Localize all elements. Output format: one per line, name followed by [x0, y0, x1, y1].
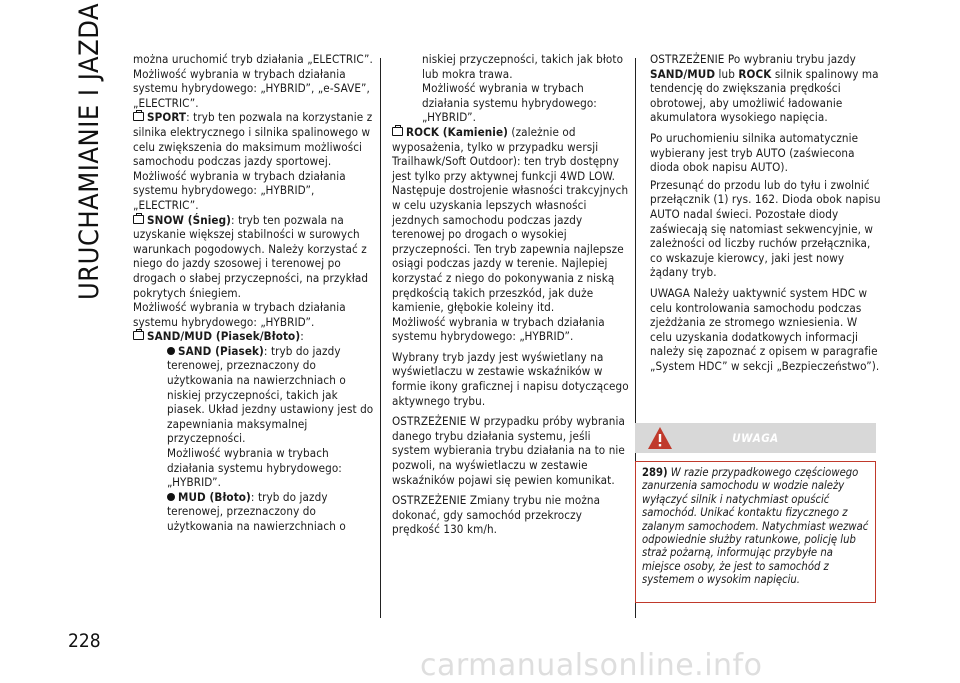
section-title: URUCHAMIANIE I JAZDA [74, 2, 105, 300]
paragraph: można uruchomić tryb działania „ELECTRIC”. [133, 52, 373, 66]
warning-header [635, 423, 876, 453]
warning-number: 289) [642, 466, 668, 479]
car-mode-icon [133, 331, 144, 340]
paragraph: Po uruchomieniu silnika automatycznie wybierany jest tryb AUTO (zaświecona dioda obok napisu AUTO). [650, 130, 859, 175]
column-divider [380, 58, 381, 618]
mode-label: ROCK (Kamienie) [406, 124, 509, 139]
car-mode-icon [392, 127, 403, 136]
bullet-icon [167, 347, 175, 355]
column-1 [133, 52, 378, 534]
paragraph: OSTRZEŻENIE Po wybraniu trybu jazdy SAND/MUD lub ROCK silnik spalinowy ma tendencję do zwiększania prędkości obrotowej, aby umożliwić ładowanie akumulatora wysokiego napięcia. [650, 52, 879, 125]
paragraph: Możliwość wybrania w trybach działania systemu hybrydowego: „HYBRID”. [133, 300, 346, 329]
bullet-icon [167, 493, 175, 501]
mode-snow: SNOW (Śnieg): tryb ten pozwala na uzyskanie większej stabilności w surowych warunkach pogodowych. Należy korzystać z niego do jazdy szosowej i terenowej po drogach o słabej przyczepności, na przykład pokrytych śniegiem. [133, 212, 369, 300]
watermark: carmanualsonline.info [420, 648, 763, 683]
mode-sport: SPORT: tryb ten pozwala na korzystanie z silnika elektrycznego i silnika spalinowego w celu zwiększenia do maksimum możliwości samochodu podczas jazdy sportowej. [133, 110, 373, 169]
warning-title: UWAGA [732, 431, 779, 445]
paragraph: Możliwość wybrania w trybach działania systemu hybrydowego: „HYBRID”, „e-SAVE”, „ELECTRIC”. [133, 66, 370, 110]
submode-sand: SAND (Piasek): tryb do jazdy terenowej, przeznaczony do użytkowania na nawierzchniach o niskiej przyczepności, takich jak piasek. Układ jezdny ustawiony jest do zapewniania maksymalnej przyczepności. [167, 343, 374, 446]
paragraph: Wybrany tryb jazdy jest wyświetlany na wyświetlaczu w zestawie wskaźników w formie ikony graficznej i napisu dotyczącego aktywnego trybu. [392, 349, 629, 408]
paragraph: UWAGA Należy uaktywnić system HDC w celu kontrolowania samochodu podczas zjeżdżania ze stromego wzniesienia. W celu uzyskania dodatkowych informacji należy się zapoznać z opisem w paragrafie „System HDC” w sekcji „Bezpieczeństwo”). [650, 285, 880, 373]
mud-continuation [392, 52, 630, 125]
paragraph: Możliwość wybrania w trybach działania systemu hybrydowego: „HYBRID”, „ELECTRIC”. [133, 168, 346, 212]
mode-label: SNOW (Śnieg) [147, 212, 232, 227]
column-3 [650, 52, 882, 373]
warning-text: W razie przypadkowego częściowego zanurzenia samochodu w wodzie należy wyłączyć silnik i natychmiast opuścić samochód. Unikać kontaktu fizycznego z zalanym samochodem. Natychmiast wezwać odpowiednie służby ratunkowe, policję lub straż pożarną, informując przybyłe na miejsce osoby, że jest to samochód z systemem o wysokim napięciu. [642, 466, 869, 587]
submode-label: MUD (Błoto) [178, 489, 251, 504]
car-mode-icon [133, 215, 144, 224]
paragraph: OSTRZEŻENIE W przypadku próby wybrania danego trybu działania systemu, jeśli system wybierania trybu działania na to nie pozwoli, na wyświetlaczu w zestawie wskaźników pojawi się pewien komunikat. [392, 414, 625, 487]
paragraph: OSTRZEŻENIE Zmiany trybu nie można dokonać, gdy samochód przekroczy prędkość 130 km/h. [392, 493, 601, 537]
column-2 [392, 52, 630, 537]
paragraph: niskiej przyczepności, takich jak błoto lub mokra trawa. [422, 52, 624, 81]
paragraph: Możliwość wybrania w trybach działania systemu hybrydowego: „HYBRID”. [392, 314, 605, 344]
submode-mud: MUD (Błoto): tryb do jazdy terenowej, przeznaczony do użytkowania na nawierzchniach o [167, 489, 346, 533]
paragraph: Przesunąć do przodu lub do tyłu i zwolnić przełącznik (1) rys. 162. Dioda obok napisu AUTO nadal świeci. Pozostałe diody zaświecają się natomiast sekwencyjnie, w zależności od liczby ruchów przełącznika, co wskazuje kierowcy, jaki jest nowy żądany tryb. [650, 177, 881, 280]
page-number: 228 [68, 630, 101, 652]
car-mode-icon [133, 112, 144, 121]
warning-box [635, 461, 876, 603]
mode-label: SAND/MUD (Piasek/Błoto) [147, 329, 301, 344]
mode-rock: ROCK (Kamienie) (zależnie od wyposażenia, tylko w przypadku wersji Trailhawk/Soft Outdoor): ten tryb dostępny jest tylko przy aktywnej funkcji 4WD LOW. Następuje dostrojenie własności trakcyjnych w celu uzyskania lepszych własności jezdnych samochodu podczas jazdy terenowej po drogach o wysokiej przyczepności. Ten tryb zapewnia najlepsze osiągi podczas jazdy w terenie. Najlepiej korzystać z niego do pokonywania z niską prędkością takich przeszkód, jak duże kamienie, głębokie koleiny itd. [392, 124, 629, 315]
mode-sandmud: SAND/MUD (Piasek/Błoto): [133, 329, 378, 344]
submode-label: SAND (Piasek) [178, 343, 264, 358]
mode-label: SPORT [147, 110, 187, 125]
paragraph: Możliwość wybrania w trybach działania systemu hybrydowego: „HYBRID”. [422, 81, 597, 125]
paragraph: Możliwość wybrania w trybach działania systemu hybrydowego: „HYBRID”. [167, 446, 342, 490]
submode-list [133, 344, 378, 534]
